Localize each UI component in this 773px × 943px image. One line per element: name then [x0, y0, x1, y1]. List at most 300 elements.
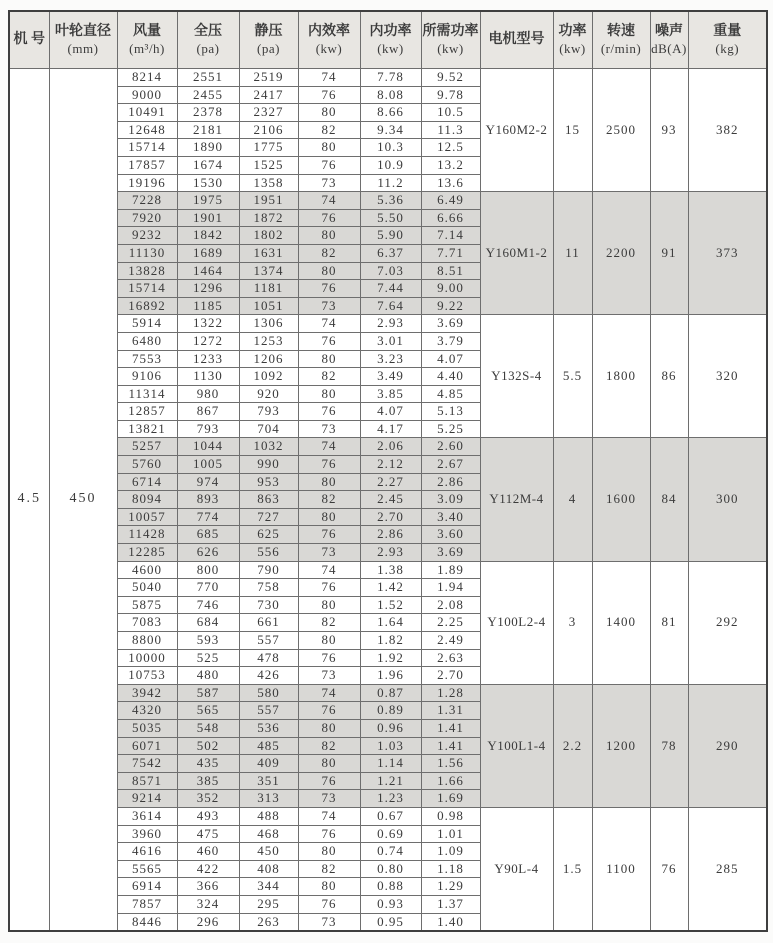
- cell-static-pressure: 758: [239, 579, 298, 597]
- cell-internal-power: 6.37: [360, 244, 421, 262]
- cell-noise: 86: [650, 315, 688, 438]
- header-unit: (mm): [67, 40, 99, 56]
- cell-total-pressure: 980: [177, 385, 239, 403]
- table-row: [9, 684, 767, 702]
- cell-static-pressure: 295: [239, 895, 298, 913]
- header-label: 功率: [558, 24, 587, 40]
- cell-internal-power: 1.23: [360, 790, 421, 808]
- cell-required-power: 2.49: [421, 632, 480, 650]
- cell-internal-power: 10.9: [360, 156, 421, 174]
- cell-total-pressure: 587: [177, 684, 239, 702]
- header-label: 内功率: [369, 24, 412, 40]
- cell-efficiency: 80: [298, 139, 360, 157]
- cell-efficiency: 73: [298, 913, 360, 931]
- cell-air-flow: 3960: [117, 825, 177, 843]
- cell-internal-power: 0.96: [360, 719, 421, 737]
- cell-efficiency: 76: [298, 209, 360, 227]
- column-header-noise: [650, 11, 688, 69]
- cell-motor-power: 15: [553, 69, 592, 192]
- cell-total-pressure: 1233: [177, 350, 239, 368]
- cell-efficiency: 80: [298, 719, 360, 737]
- cell-efficiency: 82: [298, 244, 360, 262]
- cell-total-pressure: 502: [177, 737, 239, 755]
- cell-efficiency: 76: [298, 86, 360, 104]
- cell-air-flow: 10753: [117, 667, 177, 685]
- cell-required-power: 1.94: [421, 579, 480, 597]
- cell-efficiency: 74: [298, 807, 360, 825]
- cell-internal-power: 0.87: [360, 684, 421, 702]
- cell-static-pressure: 1181: [239, 280, 298, 298]
- cell-required-power: 3.69: [421, 315, 480, 333]
- cell-air-flow: 11428: [117, 526, 177, 544]
- cell-static-pressure: 990: [239, 456, 298, 474]
- cell-air-flow: 5565: [117, 860, 177, 878]
- cell-impeller-diameter: 450: [49, 69, 117, 932]
- cell-required-power: 3.09: [421, 491, 480, 509]
- cell-required-power: 1.40: [421, 913, 480, 931]
- cell-static-pressure: 351: [239, 772, 298, 790]
- cell-total-pressure: 593: [177, 632, 239, 650]
- cell-static-pressure: 2417: [239, 86, 298, 104]
- cell-motor-power: 11: [553, 192, 592, 315]
- cell-air-flow: 10000: [117, 649, 177, 667]
- cell-total-pressure: 774: [177, 508, 239, 526]
- cell-weight: 300: [688, 438, 767, 561]
- cell-total-pressure: 1044: [177, 438, 239, 456]
- cell-internal-power: 2.86: [360, 526, 421, 544]
- cell-static-pressure: 1092: [239, 368, 298, 386]
- cell-motor-model: Y132S-4: [480, 315, 553, 438]
- cell-weight: 292: [688, 561, 767, 684]
- cell-efficiency: 80: [298, 227, 360, 245]
- header-label: 风量: [133, 24, 161, 40]
- cell-required-power: 11.3: [421, 121, 480, 139]
- cell-motor-model: Y90L-4: [480, 807, 553, 931]
- cell-internal-power: 3.01: [360, 332, 421, 350]
- table-header: [9, 11, 767, 69]
- cell-efficiency: 80: [298, 350, 360, 368]
- cell-internal-power: 9.34: [360, 121, 421, 139]
- cell-efficiency: 73: [298, 297, 360, 315]
- cell-internal-power: 7.64: [360, 297, 421, 315]
- cell-internal-power: 7.78: [360, 69, 421, 87]
- cell-required-power: 1.29: [421, 878, 480, 896]
- column-header-air-flow: [117, 11, 177, 69]
- cell-efficiency: 73: [298, 420, 360, 438]
- cell-motor-model: Y100L2-4: [480, 561, 553, 684]
- cell-speed: 2200: [592, 192, 650, 315]
- column-header-efficiency: [298, 11, 360, 69]
- cell-efficiency: 80: [298, 632, 360, 650]
- cell-total-pressure: 493: [177, 807, 239, 825]
- cell-total-pressure: 1901: [177, 209, 239, 227]
- cell-weight: 373: [688, 192, 767, 315]
- header-unit: (kw): [377, 40, 404, 56]
- column-header-total-pressure: [177, 11, 239, 69]
- cell-required-power: 2.60: [421, 438, 480, 456]
- cell-air-flow: 5035: [117, 719, 177, 737]
- cell-air-flow: 4320: [117, 702, 177, 720]
- cell-air-flow: 12648: [117, 121, 177, 139]
- cell-total-pressure: 525: [177, 649, 239, 667]
- cell-static-pressure: 344: [239, 878, 298, 896]
- cell-air-flow: 7228: [117, 192, 177, 210]
- cell-internal-power: 0.74: [360, 843, 421, 861]
- cell-efficiency: 74: [298, 438, 360, 456]
- cell-internal-power: 0.67: [360, 807, 421, 825]
- cell-air-flow: 19196: [117, 174, 177, 192]
- cell-noise: 84: [650, 438, 688, 561]
- cell-total-pressure: 626: [177, 544, 239, 562]
- column-header-static-pressure: [239, 11, 298, 69]
- cell-air-flow: 13828: [117, 262, 177, 280]
- cell-efficiency: 80: [298, 843, 360, 861]
- cell-weight: 382: [688, 69, 767, 192]
- cell-efficiency: 76: [298, 156, 360, 174]
- cell-air-flow: 3614: [117, 807, 177, 825]
- cell-total-pressure: 422: [177, 860, 239, 878]
- table-row: [9, 69, 767, 87]
- cell-motor-model: Y160M1-2: [480, 192, 553, 315]
- cell-total-pressure: 2181: [177, 121, 239, 139]
- cell-efficiency: 82: [298, 860, 360, 878]
- cell-speed: 1400: [592, 561, 650, 684]
- cell-efficiency: 76: [298, 825, 360, 843]
- header-unit: (pa): [257, 40, 280, 56]
- cell-static-pressure: 408: [239, 860, 298, 878]
- cell-required-power: 5.13: [421, 403, 480, 421]
- header-label: 噪声: [655, 24, 683, 40]
- column-header-weight: [688, 11, 767, 69]
- cell-internal-power: 3.23: [360, 350, 421, 368]
- cell-required-power: 6.49: [421, 192, 480, 210]
- cell-air-flow: 4600: [117, 561, 177, 579]
- header-unit: (kw): [559, 40, 586, 56]
- cell-internal-power: 7.03: [360, 262, 421, 280]
- header-label: 重量: [713, 24, 742, 40]
- cell-internal-power: 4.07: [360, 403, 421, 421]
- header-label: 所需功率: [422, 24, 479, 40]
- cell-efficiency: 82: [298, 737, 360, 755]
- header-unit: (kw): [437, 40, 464, 56]
- column-header-motor-power: [553, 11, 592, 69]
- cell-total-pressure: 548: [177, 719, 239, 737]
- cell-required-power: 1.37: [421, 895, 480, 913]
- cell-efficiency: 74: [298, 561, 360, 579]
- header-label: 机 号: [13, 32, 45, 48]
- cell-static-pressure: 1206: [239, 350, 298, 368]
- cell-speed: 2500: [592, 69, 650, 192]
- cell-internal-power: 2.45: [360, 491, 421, 509]
- cell-air-flow: 9214: [117, 790, 177, 808]
- cell-required-power: 2.70: [421, 667, 480, 685]
- cell-total-pressure: 460: [177, 843, 239, 861]
- cell-total-pressure: 2551: [177, 69, 239, 87]
- cell-internal-power: 4.17: [360, 420, 421, 438]
- cell-air-flow: 17857: [117, 156, 177, 174]
- cell-motor-power: 5.5: [553, 315, 592, 438]
- cell-internal-power: 0.89: [360, 702, 421, 720]
- cell-total-pressure: 800: [177, 561, 239, 579]
- cell-air-flow: 9106: [117, 368, 177, 386]
- cell-static-pressure: 1951: [239, 192, 298, 210]
- cell-efficiency: 76: [298, 456, 360, 474]
- cell-efficiency: 76: [298, 280, 360, 298]
- cell-required-power: 1.89: [421, 561, 480, 579]
- cell-static-pressure: 1306: [239, 315, 298, 333]
- column-header-impeller-diam: [49, 11, 117, 69]
- cell-static-pressure: 1051: [239, 297, 298, 315]
- cell-required-power: 3.40: [421, 508, 480, 526]
- cell-static-pressure: 704: [239, 420, 298, 438]
- cell-internal-power: 8.08: [360, 86, 421, 104]
- cell-air-flow: 7920: [117, 209, 177, 227]
- cell-internal-power: 0.88: [360, 878, 421, 896]
- cell-static-pressure: 1775: [239, 139, 298, 157]
- cell-required-power: 3.60: [421, 526, 480, 544]
- cell-internal-power: 3.85: [360, 385, 421, 403]
- cell-required-power: 2.08: [421, 596, 480, 614]
- cell-total-pressure: 746: [177, 596, 239, 614]
- cell-efficiency: 82: [298, 614, 360, 632]
- cell-required-power: 1.41: [421, 737, 480, 755]
- cell-air-flow: 12857: [117, 403, 177, 421]
- cell-efficiency: 80: [298, 596, 360, 614]
- cell-required-power: 3.69: [421, 544, 480, 562]
- cell-weight: 285: [688, 807, 767, 931]
- cell-internal-power: 2.93: [360, 315, 421, 333]
- cell-required-power: 5.25: [421, 420, 480, 438]
- cell-static-pressure: 1358: [239, 174, 298, 192]
- cell-efficiency: 80: [298, 878, 360, 896]
- cell-required-power: 1.66: [421, 772, 480, 790]
- cell-static-pressure: 1802: [239, 227, 298, 245]
- cell-motor-power: 1.5: [553, 807, 592, 931]
- cell-required-power: 1.09: [421, 843, 480, 861]
- cell-total-pressure: 1130: [177, 368, 239, 386]
- cell-static-pressure: 2519: [239, 69, 298, 87]
- cell-motor-power: 2.2: [553, 684, 592, 807]
- cell-total-pressure: 2378: [177, 104, 239, 122]
- cell-static-pressure: 488: [239, 807, 298, 825]
- cell-air-flow: 15714: [117, 280, 177, 298]
- cell-internal-power: 1.82: [360, 632, 421, 650]
- cell-static-pressure: 1631: [239, 244, 298, 262]
- cell-static-pressure: 263: [239, 913, 298, 931]
- cell-internal-power: 5.90: [360, 227, 421, 245]
- cell-internal-power: 3.49: [360, 368, 421, 386]
- cell-air-flow: 10491: [117, 104, 177, 122]
- cell-efficiency: 82: [298, 491, 360, 509]
- cell-internal-power: 2.93: [360, 544, 421, 562]
- cell-total-pressure: 974: [177, 473, 239, 491]
- cell-internal-power: 1.03: [360, 737, 421, 755]
- cell-internal-power: 1.96: [360, 667, 421, 685]
- cell-static-pressure: 580: [239, 684, 298, 702]
- cell-efficiency: 76: [298, 895, 360, 913]
- cell-static-pressure: 1374: [239, 262, 298, 280]
- cell-required-power: 2.25: [421, 614, 480, 632]
- cell-air-flow: 9000: [117, 86, 177, 104]
- cell-static-pressure: 1032: [239, 438, 298, 456]
- table-row: [9, 807, 767, 825]
- cell-internal-power: 1.38: [360, 561, 421, 579]
- column-header-speed: [592, 11, 650, 69]
- cell-air-flow: 13821: [117, 420, 177, 438]
- cell-required-power: 8.51: [421, 262, 480, 280]
- cell-required-power: 12.5: [421, 139, 480, 157]
- cell-efficiency: 73: [298, 174, 360, 192]
- cell-internal-power: 1.52: [360, 596, 421, 614]
- cell-total-pressure: 1842: [177, 227, 239, 245]
- cell-efficiency: 73: [298, 790, 360, 808]
- cell-required-power: 1.41: [421, 719, 480, 737]
- cell-internal-power: 11.2: [360, 174, 421, 192]
- cell-required-power: 4.07: [421, 350, 480, 368]
- cell-total-pressure: 1890: [177, 139, 239, 157]
- cell-air-flow: 5875: [117, 596, 177, 614]
- cell-efficiency: 76: [298, 702, 360, 720]
- cell-internal-power: 1.14: [360, 755, 421, 773]
- cell-total-pressure: 685: [177, 526, 239, 544]
- header-label: 静压: [254, 24, 283, 40]
- cell-static-pressure: 468: [239, 825, 298, 843]
- cell-air-flow: 8446: [117, 913, 177, 931]
- table-row: [9, 192, 767, 210]
- cell-air-flow: 5914: [117, 315, 177, 333]
- fan-spec-table: [8, 10, 768, 932]
- cell-efficiency: 76: [298, 772, 360, 790]
- cell-total-pressure: 1975: [177, 192, 239, 210]
- cell-internal-power: 5.50: [360, 209, 421, 227]
- cell-internal-power: 7.44: [360, 280, 421, 298]
- cell-weight: 320: [688, 315, 767, 438]
- cell-internal-power: 10.3: [360, 139, 421, 157]
- cell-required-power: 1.18: [421, 860, 480, 878]
- cell-internal-power: 2.12: [360, 456, 421, 474]
- cell-static-pressure: 313: [239, 790, 298, 808]
- cell-total-pressure: 1530: [177, 174, 239, 192]
- cell-air-flow: 3942: [117, 684, 177, 702]
- cell-internal-power: 2.27: [360, 473, 421, 491]
- cell-required-power: 1.56: [421, 755, 480, 773]
- cell-noise: 78: [650, 684, 688, 807]
- cell-required-power: 4.40: [421, 368, 480, 386]
- cell-efficiency: 76: [298, 332, 360, 350]
- cell-total-pressure: 352: [177, 790, 239, 808]
- cell-static-pressure: 661: [239, 614, 298, 632]
- cell-required-power: 9.22: [421, 297, 480, 315]
- cell-efficiency: 74: [298, 315, 360, 333]
- cell-static-pressure: 1525: [239, 156, 298, 174]
- cell-air-flow: 11130: [117, 244, 177, 262]
- cell-air-flow: 6714: [117, 473, 177, 491]
- cell-static-pressure: 2327: [239, 104, 298, 122]
- header-unit: (m³/h): [129, 40, 165, 56]
- cell-required-power: 13.2: [421, 156, 480, 174]
- cell-total-pressure: 1296: [177, 280, 239, 298]
- cell-air-flow: 9232: [117, 227, 177, 245]
- header-unit: (kg): [715, 40, 740, 56]
- cell-total-pressure: 893: [177, 491, 239, 509]
- cell-efficiency: 82: [298, 121, 360, 139]
- cell-motor-model: Y100L1-4: [480, 684, 553, 807]
- cell-static-pressure: 557: [239, 632, 298, 650]
- header-unit: (r/min): [600, 40, 642, 56]
- cell-air-flow: 5257: [117, 438, 177, 456]
- cell-internal-power: 1.42: [360, 579, 421, 597]
- cell-noise: 81: [650, 561, 688, 684]
- cell-internal-power: 5.36: [360, 192, 421, 210]
- cell-noise: 91: [650, 192, 688, 315]
- cell-machine-no: 4.5: [9, 69, 49, 932]
- cell-required-power: 6.66: [421, 209, 480, 227]
- cell-static-pressure: 557: [239, 702, 298, 720]
- cell-total-pressure: 867: [177, 403, 239, 421]
- cell-total-pressure: 1689: [177, 244, 239, 262]
- cell-total-pressure: 435: [177, 755, 239, 773]
- column-header-machine-no: [9, 11, 49, 69]
- cell-speed: 1100: [592, 807, 650, 931]
- cell-noise: 93: [650, 69, 688, 192]
- cell-required-power: 9.52: [421, 69, 480, 87]
- table-row: [9, 438, 767, 456]
- cell-motor-power: 3: [553, 561, 592, 684]
- cell-total-pressure: 385: [177, 772, 239, 790]
- cell-air-flow: 5760: [117, 456, 177, 474]
- cell-static-pressure: 2106: [239, 121, 298, 139]
- cell-static-pressure: 450: [239, 843, 298, 861]
- cell-motor-power: 4: [553, 438, 592, 561]
- cell-required-power: 9.78: [421, 86, 480, 104]
- cell-internal-power: 1.64: [360, 614, 421, 632]
- cell-air-flow: 7553: [117, 350, 177, 368]
- header-label: 转速: [607, 24, 635, 40]
- cell-required-power: 7.14: [421, 227, 480, 245]
- cell-speed: 1200: [592, 684, 650, 807]
- header-unit: dB(A): [651, 40, 687, 56]
- cell-static-pressure: 409: [239, 755, 298, 773]
- table-body: [9, 69, 767, 932]
- cell-efficiency: 74: [298, 192, 360, 210]
- cell-efficiency: 80: [298, 508, 360, 526]
- cell-air-flow: 7542: [117, 755, 177, 773]
- cell-required-power: 0.98: [421, 807, 480, 825]
- cell-air-flow: 8094: [117, 491, 177, 509]
- cell-efficiency: 76: [298, 579, 360, 597]
- cell-efficiency: 73: [298, 667, 360, 685]
- cell-internal-power: 8.66: [360, 104, 421, 122]
- header-row: [9, 11, 767, 69]
- cell-air-flow: 15714: [117, 139, 177, 157]
- cell-required-power: 1.01: [421, 825, 480, 843]
- cell-total-pressure: 1322: [177, 315, 239, 333]
- cell-required-power: 1.28: [421, 684, 480, 702]
- cell-internal-power: 1.92: [360, 649, 421, 667]
- cell-internal-power: 2.06: [360, 438, 421, 456]
- cell-total-pressure: 565: [177, 702, 239, 720]
- cell-static-pressure: 953: [239, 473, 298, 491]
- table-row: [9, 561, 767, 579]
- cell-speed: 1800: [592, 315, 650, 438]
- header-label: 内效率: [308, 24, 350, 40]
- cell-required-power: 9.00: [421, 280, 480, 298]
- cell-air-flow: 10057: [117, 508, 177, 526]
- cell-efficiency: 82: [298, 368, 360, 386]
- cell-efficiency: 73: [298, 544, 360, 562]
- cell-total-pressure: 684: [177, 614, 239, 632]
- cell-static-pressure: 478: [239, 649, 298, 667]
